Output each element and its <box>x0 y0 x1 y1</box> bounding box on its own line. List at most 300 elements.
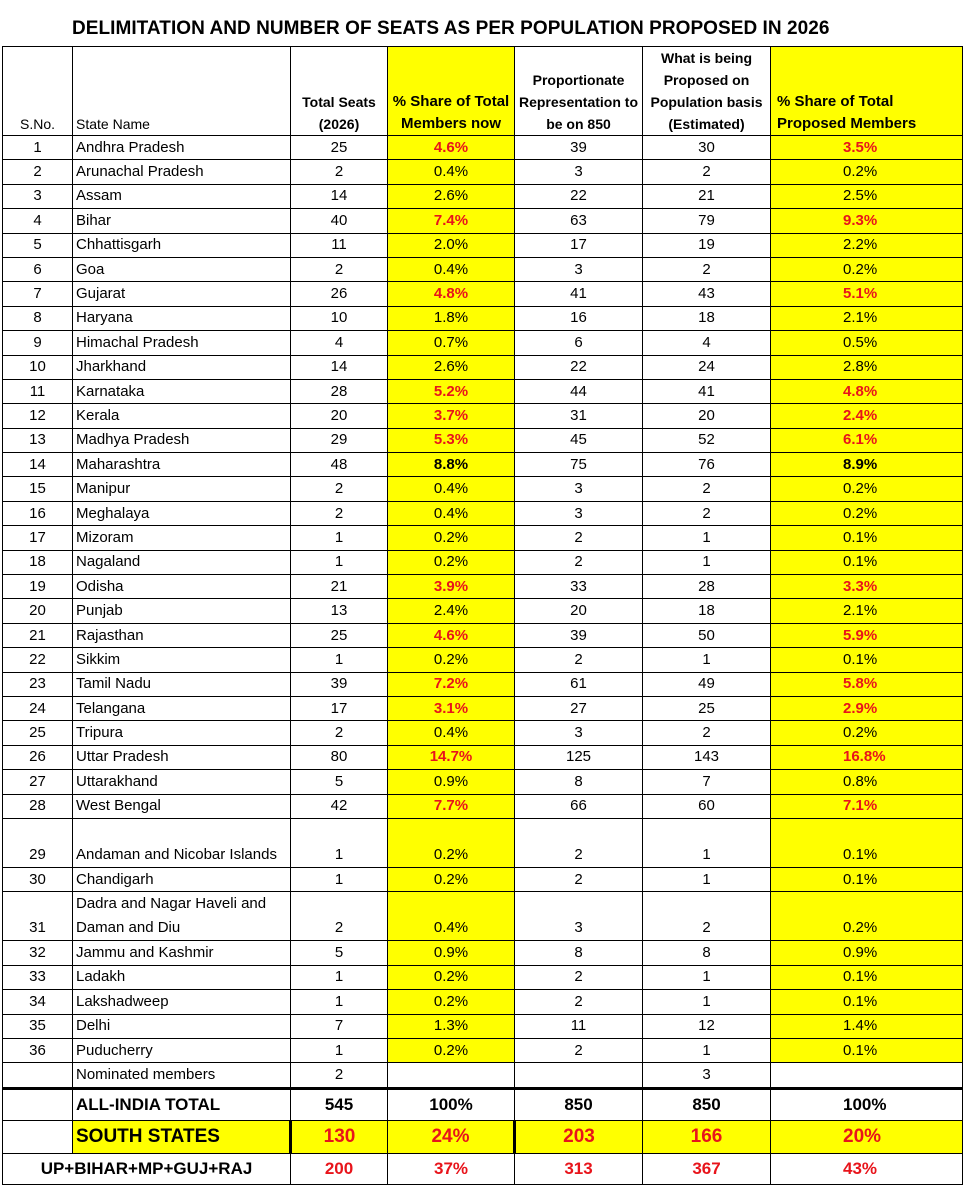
south-share-prop: 20% <box>771 1120 963 1153</box>
cell-proposed: 12 <box>643 1014 771 1038</box>
cell-proportionate: 3 <box>515 892 643 941</box>
cell-total-seats: 2 <box>291 721 388 745</box>
cell-share-now: 0.4% <box>388 501 515 525</box>
cell-sno: 12 <box>3 404 73 428</box>
cell-share-now: 0.4% <box>388 892 515 941</box>
cell-state: Uttar Pradesh <box>73 745 291 769</box>
cell-state: Goa <box>73 257 291 281</box>
cell-share-now: 0.4% <box>388 160 515 184</box>
cell-share-now: 2.4% <box>388 599 515 623</box>
cell-share-proposed: 0.2% <box>771 477 963 501</box>
cell-share-proposed: 16.8% <box>771 745 963 769</box>
cell-proportionate: 8 <box>515 770 643 794</box>
cell-share-proposed: 8.9% <box>771 453 963 477</box>
cell-proposed: 1 <box>643 550 771 574</box>
cell-share-now: 4.6% <box>388 623 515 647</box>
table-row <box>3 526 963 550</box>
cell-sno: 1 <box>3 136 73 160</box>
cell-total-seats: 2 <box>291 501 388 525</box>
cell-sno: 13 <box>3 428 73 452</box>
table-row <box>3 818 963 867</box>
cell-state: Telangana <box>73 696 291 720</box>
cell-sno: 30 <box>3 867 73 891</box>
cell-share-now: 7.7% <box>388 794 515 818</box>
cell-sno: 20 <box>3 599 73 623</box>
cell-state: Haryana <box>73 306 291 330</box>
cell-state: Ladakh <box>73 965 291 989</box>
table-row <box>3 404 963 428</box>
cell-proposed: 25 <box>643 696 771 720</box>
cell-share-proposed: 0.2% <box>771 721 963 745</box>
cell-state: Tripura <box>73 721 291 745</box>
cell-share-proposed: 7.1% <box>771 794 963 818</box>
cell-sno: 3 <box>3 184 73 208</box>
cell-sno: 9 <box>3 331 73 355</box>
header-row <box>3 47 963 136</box>
all-india-share-prop: 100% <box>771 1088 963 1120</box>
cell-state: Himachal Pradesh <box>73 331 291 355</box>
south-proposed: 166 <box>643 1120 771 1153</box>
header-state: State Name <box>73 47 291 136</box>
cell-proportionate: 125 <box>515 745 643 769</box>
cell-sno: 16 <box>3 501 73 525</box>
cell-total-seats: 25 <box>291 136 388 160</box>
table-row <box>3 745 963 769</box>
cell-proposed: 43 <box>643 282 771 306</box>
cell-share-proposed: 2.1% <box>771 306 963 330</box>
cell-share-now: 0.2% <box>388 648 515 672</box>
cell-state: Nominated members <box>73 1063 291 1088</box>
cell-proposed: 52 <box>643 428 771 452</box>
cell-proposed: 8 <box>643 941 771 965</box>
cell-proposed: 1 <box>643 526 771 550</box>
cell-sno: 34 <box>3 990 73 1014</box>
cell-proportionate: 3 <box>515 160 643 184</box>
cell-share-now: 2.0% <box>388 233 515 257</box>
cell-state: Meghalaya <box>73 501 291 525</box>
cell-proposed: 76 <box>643 453 771 477</box>
cell-proposed: 20 <box>643 404 771 428</box>
cell-total-seats: 20 <box>291 404 388 428</box>
cell-share-proposed: 0.2% <box>771 257 963 281</box>
cell-total-seats: 14 <box>291 184 388 208</box>
cell-share-proposed: 0.2% <box>771 892 963 941</box>
cell-proposed: 1 <box>643 1038 771 1062</box>
cell-proposed: 18 <box>643 599 771 623</box>
cell-sno: 4 <box>3 209 73 233</box>
cell-proportionate: 75 <box>515 453 643 477</box>
cell-total-seats: 1 <box>291 648 388 672</box>
cell-proposed: 143 <box>643 745 771 769</box>
cell-share-proposed: 0.1% <box>771 965 963 989</box>
header-proposed: What is being Proposed on Population basis (Estimated) <box>643 47 771 136</box>
table-body <box>3 47 963 1185</box>
cell-proposed: 1 <box>643 867 771 891</box>
cell-total-seats: 1 <box>291 550 388 574</box>
cell-state: Odisha <box>73 575 291 599</box>
cell-total-seats: 1 <box>291 990 388 1014</box>
cell-sno <box>3 1063 73 1088</box>
table-row <box>3 160 963 184</box>
cell-proportionate: 33 <box>515 575 643 599</box>
cell-share-now: 0.4% <box>388 257 515 281</box>
cell-total-seats: 1 <box>291 965 388 989</box>
cell-state: Gujarat <box>73 282 291 306</box>
cell-share-now: 4.8% <box>388 282 515 306</box>
cell-sno: 29 <box>3 818 73 867</box>
cell-total-seats: 21 <box>291 575 388 599</box>
table-row <box>3 672 963 696</box>
cell-state: Dadra and Nagar Haveli and Daman and Diu <box>73 892 291 941</box>
table-row <box>3 867 963 891</box>
summary-sno-cell <box>3 1088 73 1120</box>
cell-proposed: 28 <box>643 575 771 599</box>
cell-sno: 8 <box>3 306 73 330</box>
cell-proposed: 41 <box>643 379 771 403</box>
page-title: DELIMITATION AND NUMBER OF SEATS AS PER POPULATION PROPOSED IN 2026 <box>72 18 830 39</box>
table-row <box>3 233 963 257</box>
cell-sno: 10 <box>3 355 73 379</box>
cell-share-now: 0.2% <box>388 526 515 550</box>
cell-share-proposed: 5.1% <box>771 282 963 306</box>
cell-share-now: 3.7% <box>388 404 515 428</box>
cell-proportionate: 2 <box>515 550 643 574</box>
cell-state: Nagaland <box>73 550 291 574</box>
cell-share-proposed: 5.9% <box>771 623 963 647</box>
cell-sno: 17 <box>3 526 73 550</box>
cell-share-proposed: 0.5% <box>771 331 963 355</box>
cell-total-seats: 1 <box>291 526 388 550</box>
cell-proposed: 50 <box>643 623 771 647</box>
cell-total-seats: 7 <box>291 1014 388 1038</box>
cell-share-proposed <box>771 1063 963 1088</box>
cell-sno: 11 <box>3 379 73 403</box>
table-row <box>3 331 963 355</box>
header-share-proposed: % Share of Total Proposed Members <box>771 47 963 136</box>
group-share-now: 37% <box>388 1153 515 1184</box>
cell-share-now: 0.9% <box>388 770 515 794</box>
cell-share-proposed: 0.2% <box>771 160 963 184</box>
cell-share-now <box>388 1063 515 1088</box>
cell-share-now: 8.8% <box>388 453 515 477</box>
table-row <box>3 892 963 941</box>
cell-total-seats: 80 <box>291 745 388 769</box>
table-row <box>3 501 963 525</box>
cell-total-seats: 48 <box>291 453 388 477</box>
cell-sno: 23 <box>3 672 73 696</box>
cell-state: Karnataka <box>73 379 291 403</box>
cell-state: Delhi <box>73 1014 291 1038</box>
cell-proportionate: 27 <box>515 696 643 720</box>
cell-share-proposed: 0.1% <box>771 818 963 867</box>
group-share-prop: 43% <box>771 1153 963 1184</box>
cell-sno: 6 <box>3 257 73 281</box>
table-row <box>3 965 963 989</box>
cell-sno: 21 <box>3 623 73 647</box>
cell-state: Uttarakhand <box>73 770 291 794</box>
cell-share-now: 0.2% <box>388 818 515 867</box>
cell-state: Jammu and Kashmir <box>73 941 291 965</box>
cell-sno: 26 <box>3 745 73 769</box>
cell-sno: 19 <box>3 575 73 599</box>
cell-proportionate: 39 <box>515 136 643 160</box>
all-india-proposed: 850 <box>643 1088 771 1120</box>
cell-total-seats: 28 <box>291 379 388 403</box>
cell-proposed: 49 <box>643 672 771 696</box>
table-row <box>3 477 963 501</box>
cell-sno: 31 <box>3 892 73 941</box>
cell-proportionate: 3 <box>515 477 643 501</box>
cell-share-proposed: 2.5% <box>771 184 963 208</box>
cell-share-proposed: 9.3% <box>771 209 963 233</box>
cell-state: Sikkim <box>73 648 291 672</box>
south-prop: 203 <box>515 1120 643 1153</box>
cell-sno: 24 <box>3 696 73 720</box>
cell-total-seats: 1 <box>291 867 388 891</box>
cell-share-now: 14.7% <box>388 745 515 769</box>
cell-share-proposed: 0.1% <box>771 990 963 1014</box>
seats-table <box>2 46 963 1185</box>
cell-proportionate: 20 <box>515 599 643 623</box>
table-row <box>3 575 963 599</box>
south-share-now: 24% <box>388 1120 515 1153</box>
cell-total-seats: 29 <box>291 428 388 452</box>
cell-state: Maharashtra <box>73 453 291 477</box>
cell-share-now: 0.9% <box>388 941 515 965</box>
cell-proportionate: 61 <box>515 672 643 696</box>
cell-state: Tamil Nadu <box>73 672 291 696</box>
cell-share-now: 0.4% <box>388 477 515 501</box>
cell-state: Rajasthan <box>73 623 291 647</box>
cell-proportionate: 39 <box>515 623 643 647</box>
cell-total-seats: 40 <box>291 209 388 233</box>
cell-proportionate: 63 <box>515 209 643 233</box>
cell-state: Manipur <box>73 477 291 501</box>
cell-total-seats: 5 <box>291 770 388 794</box>
cell-proportionate: 66 <box>515 794 643 818</box>
cell-state: Kerala <box>73 404 291 428</box>
cell-proportionate: 41 <box>515 282 643 306</box>
cell-share-proposed: 0.1% <box>771 867 963 891</box>
south-label: SOUTH STATES <box>73 1120 291 1153</box>
cell-proportionate: 6 <box>515 331 643 355</box>
cell-total-seats: 4 <box>291 331 388 355</box>
cell-share-now: 2.6% <box>388 355 515 379</box>
cell-total-seats: 1 <box>291 1038 388 1062</box>
table-row <box>3 136 963 160</box>
cell-total-seats: 26 <box>291 282 388 306</box>
cell-share-proposed: 2.2% <box>771 233 963 257</box>
cell-total-seats: 1 <box>291 818 388 867</box>
cell-share-now: 2.6% <box>388 184 515 208</box>
cell-sno: 15 <box>3 477 73 501</box>
cell-share-now: 0.4% <box>388 721 515 745</box>
cell-proposed: 2 <box>643 477 771 501</box>
cell-share-now: 0.2% <box>388 1038 515 1062</box>
cell-state: Lakshadweep <box>73 990 291 1014</box>
cell-proportionate: 22 <box>515 355 643 379</box>
cell-proposed: 1 <box>643 648 771 672</box>
cell-proportionate: 3 <box>515 721 643 745</box>
cell-total-seats: 25 <box>291 623 388 647</box>
table-row <box>3 355 963 379</box>
table-row <box>3 306 963 330</box>
cell-state: Assam <box>73 184 291 208</box>
group-row <box>3 1153 963 1184</box>
cell-proposed: 2 <box>643 257 771 281</box>
cell-sno: 2 <box>3 160 73 184</box>
cell-total-seats: 14 <box>291 355 388 379</box>
cell-proposed: 18 <box>643 306 771 330</box>
cell-sno: 5 <box>3 233 73 257</box>
cell-proportionate: 2 <box>515 818 643 867</box>
cell-total-seats: 2 <box>291 477 388 501</box>
cell-share-proposed: 3.5% <box>771 136 963 160</box>
cell-state: Bihar <box>73 209 291 233</box>
table-row <box>3 453 963 477</box>
table-row <box>3 990 963 1014</box>
cell-share-proposed: 2.8% <box>771 355 963 379</box>
cell-proposed: 24 <box>643 355 771 379</box>
cell-proportionate: 2 <box>515 648 643 672</box>
table-row <box>3 209 963 233</box>
table-row <box>3 1038 963 1062</box>
cell-share-proposed: 0.1% <box>771 648 963 672</box>
cell-state: Madhya Pradesh <box>73 428 291 452</box>
table-row <box>3 550 963 574</box>
cell-state: Chhattisgarh <box>73 233 291 257</box>
south-row <box>3 1120 963 1153</box>
cell-proposed: 30 <box>643 136 771 160</box>
header-total-seats: Total Seats (2026) <box>291 47 388 136</box>
cell-share-proposed: 0.1% <box>771 526 963 550</box>
summary-sno-cell <box>3 1120 73 1153</box>
cell-sno: 22 <box>3 648 73 672</box>
cell-proportionate <box>515 1063 643 1088</box>
table-row <box>3 428 963 452</box>
cell-total-seats: 42 <box>291 794 388 818</box>
cell-share-proposed: 0.1% <box>771 550 963 574</box>
cell-state: Andhra Pradesh <box>73 136 291 160</box>
cell-share-now: 7.2% <box>388 672 515 696</box>
cell-proposed: 3 <box>643 1063 771 1088</box>
cell-total-seats: 39 <box>291 672 388 696</box>
table-row <box>3 599 963 623</box>
cell-proposed: 2 <box>643 721 771 745</box>
cell-share-now: 0.2% <box>388 550 515 574</box>
cell-share-now: 3.9% <box>388 575 515 599</box>
all-india-label: ALL-INDIA TOTAL <box>73 1088 291 1120</box>
table-row <box>3 696 963 720</box>
cell-proportionate: 8 <box>515 941 643 965</box>
cell-proportionate: 31 <box>515 404 643 428</box>
cell-proportionate: 11 <box>515 1014 643 1038</box>
all-india-share-now: 100% <box>388 1088 515 1120</box>
cell-proposed: 2 <box>643 160 771 184</box>
cell-sno: 33 <box>3 965 73 989</box>
cell-proportionate: 2 <box>515 526 643 550</box>
table-row <box>3 794 963 818</box>
all-india-prop: 850 <box>515 1088 643 1120</box>
cell-sno: 14 <box>3 453 73 477</box>
cell-total-seats: 2 <box>291 1063 388 1088</box>
cell-share-now: 1.3% <box>388 1014 515 1038</box>
cell-share-proposed: 6.1% <box>771 428 963 452</box>
table-row <box>3 941 963 965</box>
cell-proposed: 60 <box>643 794 771 818</box>
cell-share-now: 4.6% <box>388 136 515 160</box>
cell-share-proposed: 0.8% <box>771 770 963 794</box>
cell-state: Andaman and Nicobar Islands <box>73 818 291 867</box>
cell-total-seats: 17 <box>291 696 388 720</box>
cell-proposed: 21 <box>643 184 771 208</box>
table-row <box>3 1014 963 1038</box>
cell-proportionate: 44 <box>515 379 643 403</box>
cell-share-proposed: 3.3% <box>771 575 963 599</box>
cell-proposed: 19 <box>643 233 771 257</box>
cell-proportionate: 2 <box>515 867 643 891</box>
cell-proposed: 2 <box>643 501 771 525</box>
table-row <box>3 1063 963 1088</box>
header-share-now: % Share of Total Members now <box>388 47 515 136</box>
cell-sno: 32 <box>3 941 73 965</box>
cell-share-now: 5.3% <box>388 428 515 452</box>
cell-proportionate: 3 <box>515 257 643 281</box>
header-sno: S.No. <box>3 47 73 136</box>
table-row <box>3 623 963 647</box>
cell-proposed: 7 <box>643 770 771 794</box>
group-label: UP+BIHAR+MP+GUJ+RAJ <box>3 1153 291 1184</box>
cell-proposed: 1 <box>643 818 771 867</box>
cell-state: West Bengal <box>73 794 291 818</box>
table-row <box>3 282 963 306</box>
cell-total-seats: 10 <box>291 306 388 330</box>
cell-total-seats: 2 <box>291 892 388 941</box>
cell-state: Punjab <box>73 599 291 623</box>
south-seats: 130 <box>291 1120 388 1153</box>
cell-sno: 25 <box>3 721 73 745</box>
cell-total-seats: 2 <box>291 160 388 184</box>
table-row <box>3 184 963 208</box>
cell-share-now: 3.1% <box>388 696 515 720</box>
cell-proportionate: 2 <box>515 1038 643 1062</box>
cell-share-now: 0.2% <box>388 867 515 891</box>
cell-sno: 7 <box>3 282 73 306</box>
cell-proportionate: 22 <box>515 184 643 208</box>
cell-state: Jharkhand <box>73 355 291 379</box>
table-row <box>3 257 963 281</box>
cell-total-seats: 2 <box>291 257 388 281</box>
cell-proportionate: 16 <box>515 306 643 330</box>
cell-share-proposed: 0.2% <box>771 501 963 525</box>
table-row <box>3 721 963 745</box>
cell-share-now: 0.2% <box>388 990 515 1014</box>
cell-share-proposed: 0.9% <box>771 941 963 965</box>
cell-share-proposed: 1.4% <box>771 1014 963 1038</box>
cell-total-seats: 11 <box>291 233 388 257</box>
group-proposed: 367 <box>643 1153 771 1184</box>
cell-share-proposed: 0.1% <box>771 1038 963 1062</box>
cell-proportionate: 45 <box>515 428 643 452</box>
cell-share-now: 0.7% <box>388 331 515 355</box>
cell-state: Arunachal Pradesh <box>73 160 291 184</box>
cell-proportionate: 2 <box>515 965 643 989</box>
table-row <box>3 648 963 672</box>
cell-state: Mizoram <box>73 526 291 550</box>
table-row <box>3 379 963 403</box>
group-prop: 313 <box>515 1153 643 1184</box>
cell-sno: 35 <box>3 1014 73 1038</box>
